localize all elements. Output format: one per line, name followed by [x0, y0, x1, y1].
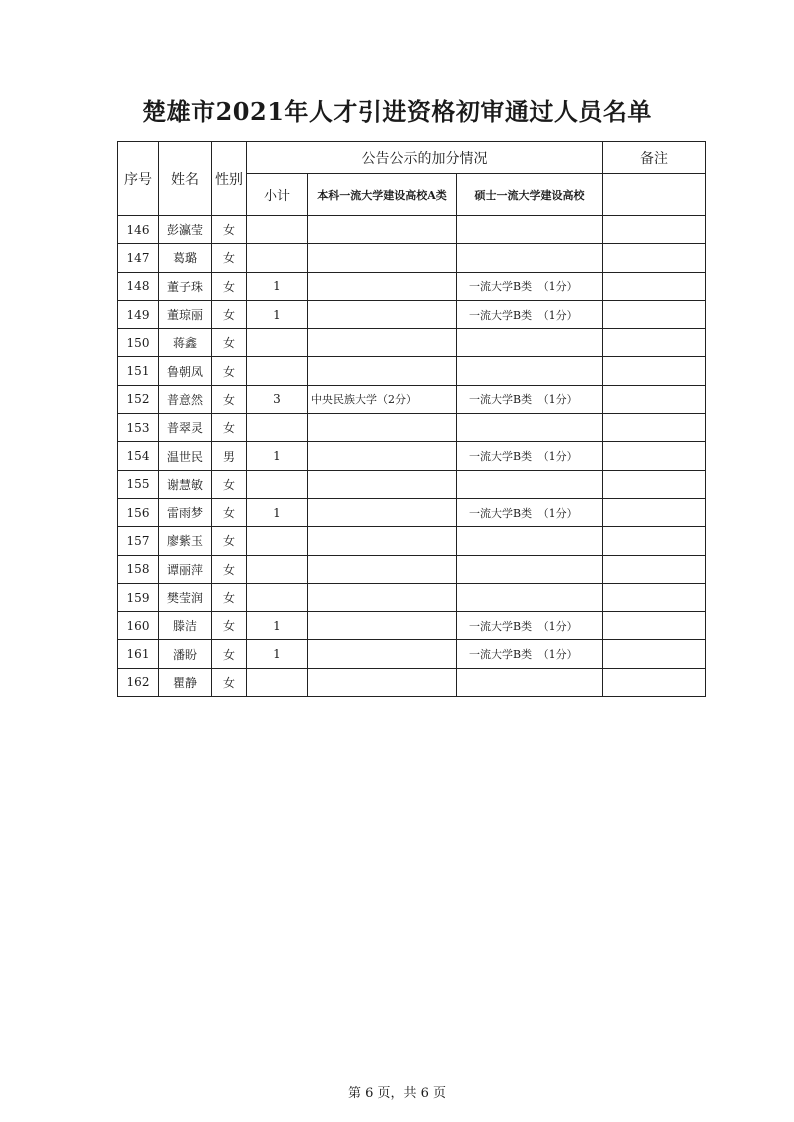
cell-name: 樊莹润: [159, 583, 212, 611]
cell-subtotal: [247, 470, 308, 498]
cell-name: 葛璐: [159, 244, 212, 272]
cell-remarks: [603, 442, 706, 470]
cell-bachelor-bonus: [308, 555, 457, 583]
cell-bachelor-bonus: [308, 612, 457, 640]
cell-name: 蒋鑫: [159, 329, 212, 357]
table-row: [118, 640, 706, 668]
cell-seq: 154: [118, 442, 159, 470]
cell-bachelor-bonus: [308, 498, 457, 526]
cell-remarks: [603, 555, 706, 583]
header-remarks-blank: [603, 174, 706, 216]
cell-subtotal: [247, 668, 308, 696]
cell-gender: 女: [212, 555, 247, 583]
cell-subtotal: [247, 555, 308, 583]
cell-master-bonus: [457, 668, 603, 696]
header-seq: 序号: [118, 142, 159, 216]
cell-seq: 160: [118, 612, 159, 640]
cell-name: 雷雨梦: [159, 498, 212, 526]
table-row: [118, 498, 706, 526]
cell-master-bonus: [457, 470, 603, 498]
cell-bachelor-bonus: [308, 272, 457, 300]
table-row: [118, 357, 706, 385]
table-row: [118, 300, 706, 328]
cell-name: 董子珠: [159, 272, 212, 300]
cell-subtotal: 1: [247, 612, 308, 640]
cell-seq: 155: [118, 470, 159, 498]
cell-remarks: [603, 414, 706, 442]
cell-remarks: [603, 640, 706, 668]
table-row: [118, 442, 706, 470]
cell-remarks: [603, 216, 706, 244]
cell-gender: 女: [212, 498, 247, 526]
cell-subtotal: 1: [247, 272, 308, 300]
cell-name: 彭瀛莹: [159, 216, 212, 244]
cell-name: 董琼丽: [159, 300, 212, 328]
cell-bachelor-bonus: [308, 414, 457, 442]
table-row: [118, 329, 706, 357]
table-row: [118, 272, 706, 300]
roster-body: [118, 216, 706, 697]
cell-seq: 161: [118, 640, 159, 668]
cell-seq: 149: [118, 300, 159, 328]
cell-bachelor-bonus: [308, 300, 457, 328]
cell-gender: 女: [212, 300, 247, 328]
cell-gender: 女: [212, 272, 247, 300]
cell-master-bonus: [457, 216, 603, 244]
header-subtotal: 小计: [247, 174, 308, 216]
cell-bachelor-bonus: [308, 583, 457, 611]
cell-seq: 146: [118, 216, 159, 244]
cell-name: 谢慧敏: [159, 470, 212, 498]
cell-seq: 152: [118, 385, 159, 413]
cell-name: 滕洁: [159, 612, 212, 640]
table-row: [118, 244, 706, 272]
cell-gender: 女: [212, 583, 247, 611]
header-master: 硕士一流大学建设高校: [457, 174, 603, 216]
cell-master-bonus: [457, 357, 603, 385]
cell-seq: 158: [118, 555, 159, 583]
table-row: [118, 527, 706, 555]
cell-gender: 女: [212, 216, 247, 244]
cell-name: 普意然: [159, 385, 212, 413]
cell-bachelor-bonus: 中央民族大学（2分）: [308, 385, 457, 413]
cell-master-bonus: 一流大学B类 （1分）: [457, 300, 603, 328]
cell-seq: 150: [118, 329, 159, 357]
cell-master-bonus: [457, 414, 603, 442]
table-row: [118, 555, 706, 583]
cell-bachelor-bonus: [308, 668, 457, 696]
cell-gender: 女: [212, 385, 247, 413]
cell-master-bonus: [457, 527, 603, 555]
table-row: [118, 668, 706, 696]
cell-gender: 女: [212, 640, 247, 668]
document-title: 楚雄市2021年人才引进资格初审通过人员名单: [142, 97, 652, 126]
cell-name: 普翠灵: [159, 414, 212, 442]
cell-name: 谭丽萍: [159, 555, 212, 583]
header-name: 姓名: [159, 142, 212, 216]
cell-gender: 女: [212, 470, 247, 498]
cell-gender: 女: [212, 357, 247, 385]
cell-master-bonus: 一流大学B类 （1分）: [457, 272, 603, 300]
cell-name: 潘盼: [159, 640, 212, 668]
cell-subtotal: [247, 329, 308, 357]
cell-master-bonus: 一流大学B类 （1分）: [457, 498, 603, 526]
cell-gender: 女: [212, 329, 247, 357]
cell-subtotal: 1: [247, 442, 308, 470]
cell-remarks: [603, 329, 706, 357]
cell-remarks: [603, 244, 706, 272]
table-row: [118, 385, 706, 413]
cell-subtotal: [247, 414, 308, 442]
cell-seq: 153: [118, 414, 159, 442]
cell-master-bonus: 一流大学B类 （1分）: [457, 612, 603, 640]
cell-seq: 162: [118, 668, 159, 696]
cell-master-bonus: [457, 329, 603, 357]
page-footer: 第 6 页，共 6 页: [347, 1086, 447, 1101]
header-remarks: 备注: [603, 142, 706, 174]
cell-subtotal: 3: [247, 385, 308, 413]
cell-bachelor-bonus: [308, 442, 457, 470]
table-row: [118, 612, 706, 640]
cell-remarks: [603, 612, 706, 640]
cell-bachelor-bonus: [308, 640, 457, 668]
table-row: [118, 583, 706, 611]
cell-name: 温世民: [159, 442, 212, 470]
cell-remarks: [603, 498, 706, 526]
cell-subtotal: [247, 357, 308, 385]
cell-name: 瞿静: [159, 668, 212, 696]
cell-bachelor-bonus: [308, 527, 457, 555]
cell-gender: 女: [212, 244, 247, 272]
cell-master-bonus: [457, 555, 603, 583]
cell-remarks: [603, 470, 706, 498]
cell-subtotal: 1: [247, 640, 308, 668]
table-row: [118, 470, 706, 498]
cell-subtotal: [247, 216, 308, 244]
cell-name: 廖紫玉: [159, 527, 212, 555]
cell-subtotal: 1: [247, 498, 308, 526]
cell-bachelor-bonus: [308, 244, 457, 272]
cell-gender: 女: [212, 668, 247, 696]
header-bonus-group: 公告公示的加分情况: [247, 142, 603, 174]
header-gender: 性别: [212, 142, 247, 216]
header-bachelor: 本科一流大学建设高校A类: [308, 174, 457, 216]
table-row: [118, 216, 706, 244]
cell-gender: 女: [212, 414, 247, 442]
cell-bachelor-bonus: [308, 329, 457, 357]
roster-table: [117, 141, 706, 697]
cell-seq: 157: [118, 527, 159, 555]
cell-gender: 男: [212, 442, 247, 470]
cell-gender: 女: [212, 612, 247, 640]
cell-seq: 159: [118, 583, 159, 611]
table-row: [118, 414, 706, 442]
cell-master-bonus: 一流大学B类 （1分）: [457, 385, 603, 413]
cell-name: 鲁朝凤: [159, 357, 212, 385]
cell-subtotal: [247, 244, 308, 272]
cell-master-bonus: [457, 244, 603, 272]
cell-subtotal: [247, 527, 308, 555]
cell-bachelor-bonus: [308, 470, 457, 498]
cell-seq: 156: [118, 498, 159, 526]
cell-master-bonus: [457, 583, 603, 611]
cell-seq: 147: [118, 244, 159, 272]
cell-remarks: [603, 300, 706, 328]
cell-remarks: [603, 385, 706, 413]
cell-bachelor-bonus: [308, 357, 457, 385]
cell-remarks: [603, 272, 706, 300]
cell-seq: 148: [118, 272, 159, 300]
cell-seq: 151: [118, 357, 159, 385]
cell-subtotal: [247, 583, 308, 611]
cell-gender: 女: [212, 527, 247, 555]
cell-master-bonus: 一流大学B类 （1分）: [457, 640, 603, 668]
cell-remarks: [603, 668, 706, 696]
cell-bachelor-bonus: [308, 216, 457, 244]
cell-remarks: [603, 527, 706, 555]
cell-remarks: [603, 357, 706, 385]
cell-master-bonus: 一流大学B类 （1分）: [457, 442, 603, 470]
cell-remarks: [603, 583, 706, 611]
cell-subtotal: 1: [247, 300, 308, 328]
